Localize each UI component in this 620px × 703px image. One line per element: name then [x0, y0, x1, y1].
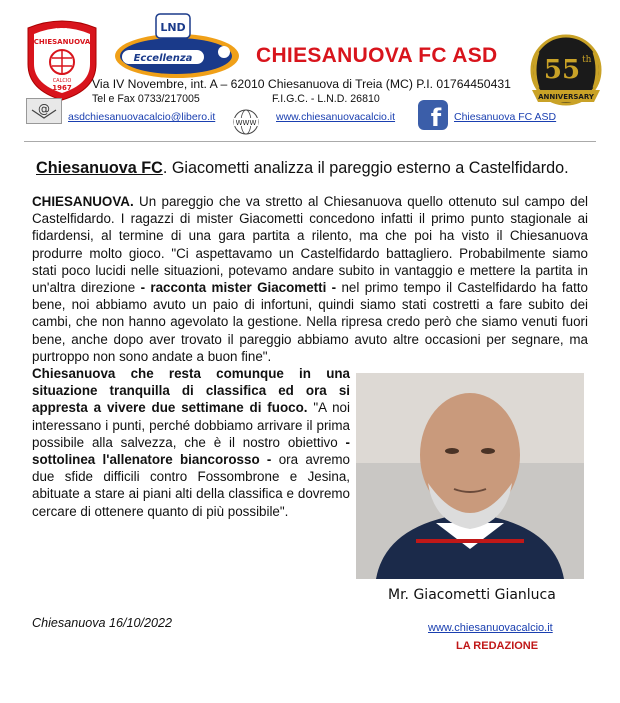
club-phone: Tel e Fax 0733/217005 [92, 93, 200, 105]
photo-caption: Mr. Giacometti Gianluca [388, 587, 556, 603]
crest-name-text: CHIESANUOVA [33, 38, 91, 46]
league-logo-text: Eccellenza [133, 53, 193, 64]
facebook-link[interactable]: Chiesanuova FC ASD [454, 111, 557, 123]
headline-rest: . Giacometti analizza il pareggio esterno a Castelfidardo. [162, 159, 569, 177]
website-link[interactable]: www.chiesanuovacalcio.it [276, 111, 396, 123]
article-text-3: "A noi interessano i punti, perché dobbiamo arrivare il prima possibile alla salvezza, che è il nostro obiettivo [32, 400, 350, 450]
anniversary-number: 55 [543, 55, 581, 85]
article-lead: CHIESANUOVA. [32, 194, 134, 209]
footer-website-link[interactable]: www.chiesanuovacalcio.it [428, 622, 553, 634]
svg-text:f: f [430, 104, 442, 130]
league-initials: LND [160, 21, 186, 34]
crest-year-text: 1967 [52, 84, 72, 92]
club-name: CHIESANUOVA FC ASD [256, 44, 498, 67]
headline-club: Chiesanuova FC [36, 159, 163, 177]
club-address: Via IV Novembre, int. A – 62010 Chiesanuova di Treia (MC) P.I. 01764450431 [92, 77, 511, 91]
article-quote-attribution-2: - sottolinea l'allenatore biancorosso - [32, 434, 350, 468]
article-headline [36, 159, 596, 178]
article-text-1: Un pareggio che va stretto al Chiesanuova quello ottenuto sul campo del Castelfidardo. I ragazzi di mister Giacometti concedono infatti il primo punto stagionale ai fidardensi, al termine di una gara partita a rilento, ma che poi ha visto il Chiesanuova produrre molto gioco. "Ci aspettavamo un Castelfidardo battagliero. Probabilmente siamo stati poco lucidi nelle situazioni, potevamo andare subito in vantaggio e mettere la partita in un'altra direzione [32, 194, 588, 296]
svg-text:@: @ [38, 102, 50, 116]
anniversary-label: ANNIVERSARY [538, 93, 594, 101]
article-quote-attribution-1: - racconta mister Giacometti - [140, 280, 337, 296]
club-crest-logo [22, 18, 102, 102]
header-divider [24, 141, 596, 142]
crest-top-text: A.S.D. [54, 28, 70, 34]
anniversary-suffix: th [582, 55, 592, 65]
crest-sub-text: CALCIO [52, 78, 72, 84]
globe-icon [232, 108, 260, 136]
article-date: Chiesanuova 16/10/2022 [32, 616, 173, 630]
anniversary-badge-logo [524, 34, 608, 110]
article-text-2: nel primo tempo il Castelfidardo ha fatto bene, noi abbiamo avuto un paio di infortuni, quindi siamo stati costretti a fare subito dei cambi, che non hanno agevolato la gestione. Nella ripresa credo però che siamo venuti fuori bene, anche dopo aver trovato il pareggio abbiamo avuto altre occasioni per segnare, ma purtroppo non sono andate a buon fine". [32, 280, 588, 364]
coach-photo [356, 373, 584, 579]
article-text-4: ora avremo due sfide difficili contro Fossombrone e Jesina, abituate a stare ai piani alti della classifica e dovremo cercare di ottenere quanto di più possibile". [32, 452, 350, 519]
facebook-icon [418, 100, 448, 130]
email-icon [26, 98, 62, 124]
article-bold-statement: Chiesanuova che resta comunque in una situazione tranquilla di classifica ed ora si appresta a vivere due settimane di fuoco. [32, 366, 350, 416]
eccellenza-league-logo [112, 12, 242, 82]
footer-signature: LA REDAZIONE [456, 640, 539, 652]
email-link[interactable]: asdchiesanuovacalcio@libero.it [68, 111, 216, 123]
figc-registration: F.I.G.C. - L.N.D. 26810 [272, 93, 380, 105]
www-label: WWW [235, 119, 257, 127]
